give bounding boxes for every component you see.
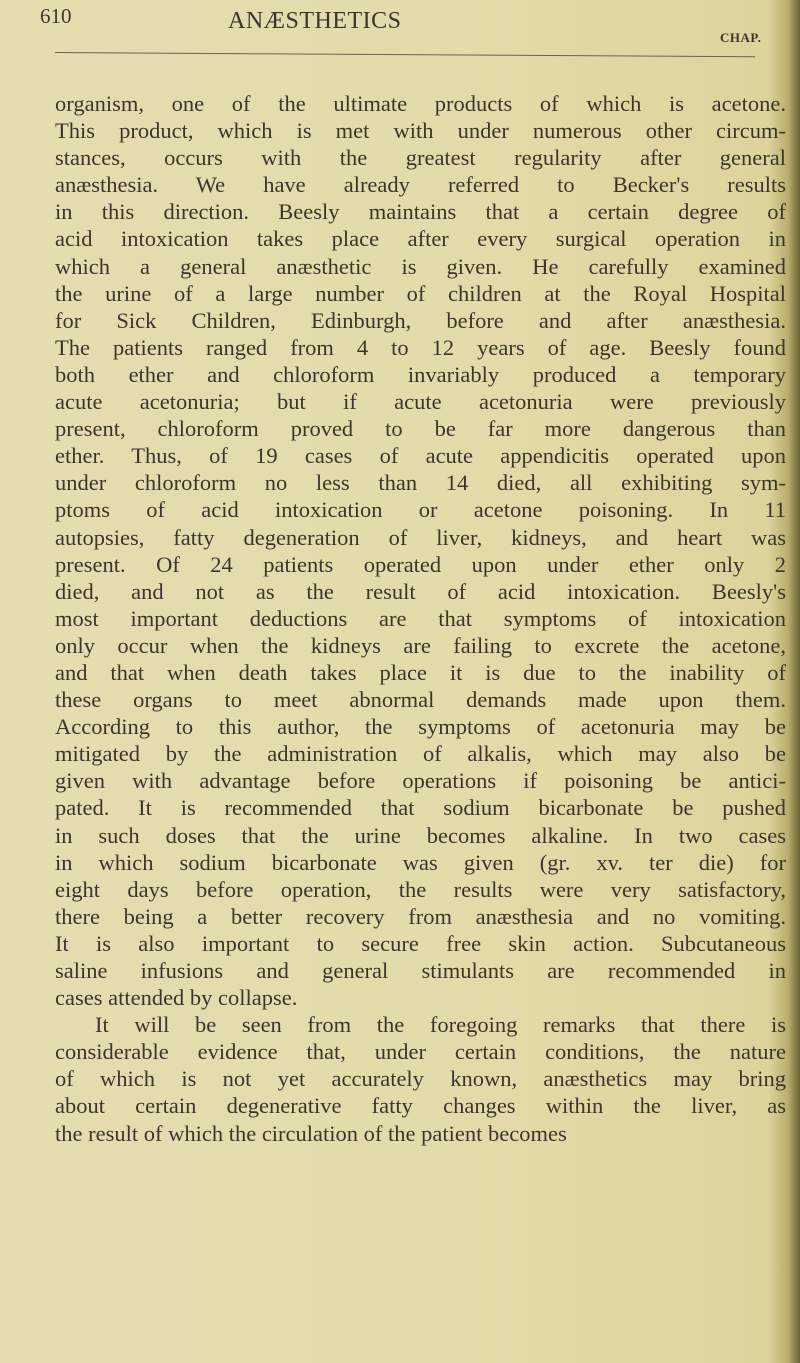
text-line-content: pated. It is recommended that sodium bicarbonate be pushed: [55, 795, 786, 821]
text-line-content: and that when death takes place it is due to the inability of: [55, 659, 786, 685]
text-line-content: The patients ranged from 4 to 12 years of age. Beesly found: [55, 334, 786, 360]
text-line-content: the urine of a large number of children at the Royal Hospital: [55, 280, 786, 306]
text-line-content: in which sodium bicarbonate was given (gr. xv. ter die) for: [55, 849, 786, 875]
text-line: [55, 876, 786, 903]
text-line: [55, 930, 786, 957]
text-line: [55, 361, 786, 388]
text-line: [55, 1038, 786, 1065]
text-line: [55, 198, 786, 225]
text-line-content: in such doses that the urine becomes alkaline. In two cases: [55, 822, 786, 848]
text-line-content: present. Of 24 patients operated upon under ether only 2: [55, 551, 786, 577]
text-line: [55, 659, 786, 686]
text-line-content: in this direction. Beesly maintains that a certain degree of: [55, 199, 786, 225]
text-line: [55, 307, 786, 334]
text-line-content: for Sick Children, Edinburgh, before and after anæsthesia.: [55, 307, 786, 333]
text-line-content: of which is not yet accurately known, anæsthetics may bring: [55, 1066, 786, 1092]
text-line: [55, 632, 786, 659]
text-line: [55, 469, 786, 496]
text-line: [55, 822, 786, 849]
text-line: [55, 524, 786, 551]
text-line-content: saline infusions and general stimulants are recommended in: [55, 958, 786, 983]
page-number: 610: [40, 4, 72, 28]
text-line: [55, 903, 786, 930]
text-line-content: these organs to meet abnormal demands made upon them.: [55, 687, 786, 713]
text-line-content: which a general anæsthetic is given. He carefully examined: [55, 253, 786, 279]
header-rule: [55, 52, 755, 57]
text-line-content: present, chloroform proved to be far more dangerous than: [55, 416, 786, 442]
chapter-label: CHAP.: [720, 30, 762, 45]
text-line: [55, 171, 786, 198]
text-line: [55, 713, 786, 740]
text-line: [55, 740, 786, 767]
text-line: [55, 957, 786, 984]
text-line: [55, 1092, 786, 1119]
text-line: [55, 605, 786, 632]
text-line: [55, 686, 786, 713]
text-line: [55, 849, 786, 876]
text-line-content: eight days before operation, the results were very satisfactory,: [55, 876, 786, 902]
text-line-content: considerable evidence that, under certain conditions, the nature: [55, 1039, 786, 1065]
text-line-content: anæsthesia. We have already referred to Becker's results: [55, 172, 786, 198]
text-line-content: autopsies, fatty degeneration of liver, kidneys, and heart was: [55, 524, 786, 550]
text-line-content: organism, one of the ultimate products of which is acetone.: [55, 91, 786, 116]
text-line-content: both ether and chloroform invariably produced a temporary: [55, 361, 786, 387]
text-line: [55, 551, 786, 578]
text-line: [55, 1065, 786, 1092]
text-line: [55, 496, 786, 523]
text-line-content: stances, occurs with the greatest regularity after general: [55, 145, 786, 171]
text-line: [55, 767, 786, 794]
body-text: [55, 90, 786, 1147]
text-line-content: cases attended by collapse.: [55, 985, 298, 1011]
text-line: [55, 225, 786, 252]
text-line-content: ether. Thus, of 19 cases of acute appendicitis operated upon: [55, 443, 786, 469]
text-line-content: It is also important to secure free skin action. Subcutaneous: [55, 930, 786, 956]
text-line: [55, 984, 786, 1011]
text-line: [55, 388, 786, 415]
text-line: [55, 144, 786, 171]
text-line: [55, 1120, 786, 1147]
text-line: [55, 578, 786, 605]
text-line-content: acute acetonuria; but if acute acetonuria were previously: [55, 389, 786, 415]
text-line-content: about certain degenerative fatty changes within the liver, as: [55, 1093, 786, 1119]
text-line: [55, 794, 786, 821]
text-line-content: acid intoxication takes place after every surgical operation in: [55, 226, 786, 252]
text-line-content: under chloroform no less than 14 died, all exhibiting sym-: [55, 470, 786, 496]
text-line-content: This product, which is met with under numerous other circum-: [55, 118, 786, 144]
text-line-content: ptoms of acid intoxication or acetone poisoning. In 11: [55, 497, 786, 523]
text-line: [55, 280, 786, 307]
text-line: [55, 253, 786, 280]
text-line: [55, 415, 786, 442]
text-line-content: It will be seen from the foregoing remarks that there is: [95, 1012, 786, 1038]
text-line: [55, 334, 786, 361]
text-line: [55, 90, 786, 117]
text-line-content: there being a better recovery from anæsthesia and no vomiting.: [55, 903, 786, 929]
text-line-content: the result of which the circulation of the patient becomes: [55, 1120, 567, 1146]
text-line: [55, 442, 786, 469]
text-line-content: mitigated by the administration of alkalis, which may also be: [55, 741, 786, 767]
text-line-content: According to this author, the symptoms of acetonuria may be: [55, 714, 786, 740]
text-line: [55, 117, 786, 144]
text-line: [55, 1011, 786, 1038]
text-line-content: most important deductions are that symptoms of intoxication: [55, 605, 786, 631]
text-line-content: died, and not as the result of acid intoxication. Beesly's: [55, 578, 786, 604]
text-line-content: given with advantage before operations if poisoning be antici-: [55, 768, 786, 794]
text-line-content: only occur when the kidneys are failing to excrete the acetone,: [55, 632, 786, 658]
running-title: ANÆSTHETICS: [228, 8, 402, 34]
